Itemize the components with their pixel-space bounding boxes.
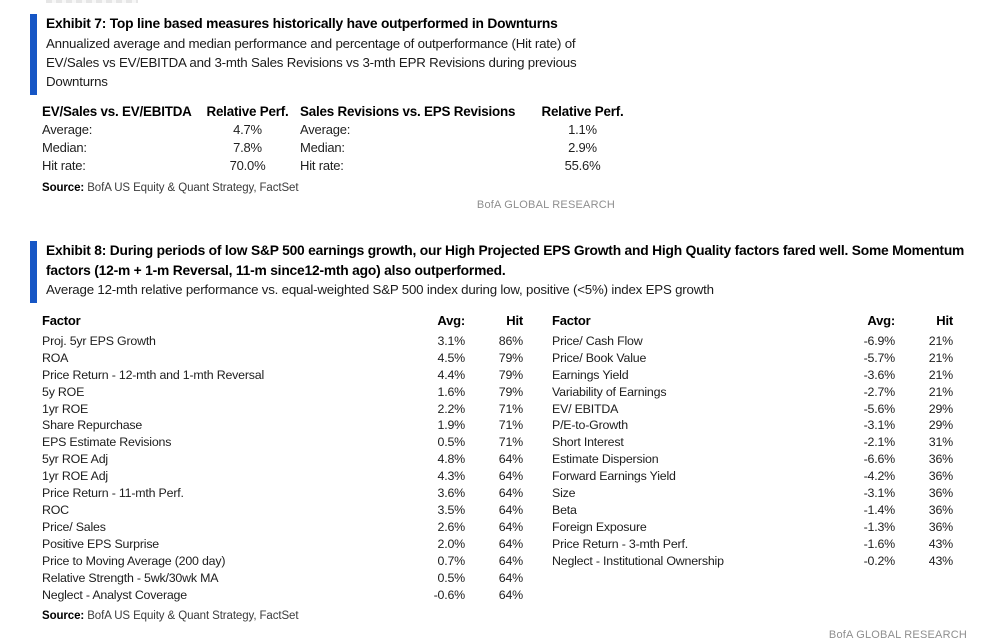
factor-name: Short Interest [552,435,624,450]
factor-hit: 64% [498,486,523,501]
table-header-relative-perf: Relative Perf. [541,103,624,119]
factor-name: Relative Strength - 5wk/30wk MA [42,570,219,585]
row-value: 7.8% [233,139,262,155]
factor-hit: 64% [498,519,523,534]
factor-name: Price/ Book Value [552,350,647,365]
exhibit-7-tables [42,103,967,175]
factor-avg: 4.8% [437,452,465,467]
factor-avg: -1.6% [863,536,895,551]
factor-avg: 1.9% [437,418,465,433]
table-header-relative-perf: Relative Perf. [206,103,289,119]
exhibit-8-tables [42,313,967,603]
factor-avg: 4.5% [437,350,465,365]
factor-hit: 71% [498,401,523,416]
factor-avg: -0.2% [863,553,895,568]
factor-hit: 64% [498,452,523,467]
exhibit-7-header [30,14,967,95]
ev-sales-vs-ev-ebitda-table [42,103,300,175]
factor-name: Positive EPS Surprise [42,536,160,551]
factor-hit: 36% [928,502,953,517]
sales-vs-eps-revisions-table [300,103,640,175]
factor-avg: 3.6% [437,486,465,501]
cropped-text-artifact [46,0,138,3]
factor-name: Price/ Cash Flow [552,333,643,348]
exhibit-8-header [30,241,967,303]
factor-avg: 0.5% [437,435,465,450]
factor-hit: 21% [928,333,953,348]
row-value: 55.6% [564,157,601,173]
factor-avg: -4.2% [863,469,895,484]
factor-name: 5yr ROE Adj [42,452,108,467]
column-header-avg: Avg: [867,313,895,328]
factor-name: P/E-to-Growth [552,418,628,433]
factor-avg: -5.7% [863,350,895,365]
column-header-factor: Factor [552,313,591,328]
column-header-factor: Factor [42,313,81,328]
exhibit-8-source [42,610,967,622]
factor-hit: 36% [928,519,953,534]
row-label: Average: [300,121,351,137]
factor-name: Price Return - 3-mth Perf. [552,536,688,551]
factor-name: EPS Estimate Revisions [42,435,172,450]
factor-name: Beta [552,502,577,517]
exhibit-7-title: Exhibit 7: Top line based measures historically have outperformed in Downturns [46,16,558,31]
factor-avg: 3.1% [437,333,465,348]
exhibit-8 [30,241,967,641]
factor-table-right [552,313,953,570]
factor-hit: 64% [498,469,523,484]
factor-name: Variability of Earnings [552,384,667,399]
factor-avg: 0.5% [437,570,465,585]
exhibit-7-source [42,182,967,194]
factor-avg: -3.1% [863,418,895,433]
factor-name: Price Return - 11-mth Perf. [42,486,184,501]
factor-name: 1yr ROE [42,401,89,416]
factor-hit: 31% [928,435,953,450]
factor-hit: 79% [498,384,523,399]
factor-avg: -2.1% [863,435,895,450]
factor-name: Neglect - Institutional Ownership [552,553,724,568]
bofa-global-research-tag: BofA GLOBAL RESEARCH [828,629,967,642]
factor-hit: 36% [928,486,953,501]
factor-hit: 36% [928,452,953,467]
factor-name: Size [552,486,576,501]
factor-hit: 29% [928,401,953,416]
factor-name: Price/ Sales [42,519,106,534]
factor-hit: 64% [498,587,523,602]
exhibit-accent-bar [30,14,37,95]
factor-name: Estimate Dispersion [552,452,659,467]
factor-avg: 3.5% [437,502,465,517]
factor-hit: 64% [498,536,523,551]
factor-name: Earnings Yield [552,367,629,382]
factor-hit: 86% [498,333,523,348]
factor-hit: 29% [928,418,953,433]
factor-avg: -2.7% [863,384,895,399]
exhibit-7 [30,14,967,211]
column-header-hit: Hit [506,313,523,328]
table-header-measure: Sales Revisions vs. EPS Revisions [300,103,516,119]
row-label: Average: [42,121,93,137]
factor-avg: -3.6% [863,367,895,382]
factor-avg: 0.7% [437,553,465,568]
factor-name: ROA [42,350,69,365]
factor-name: 5y ROE [42,384,85,399]
exhibit-8-title: Exhibit 8: During periods of low S&P 500 earnings growth, our High Projected EPS Growth and High Quality factors fared well. Some Momentum factors (12-m + 1-m Reversal, 11-m since12-mth ago) also outperformed. [46,243,965,278]
factor-avg: 2.0% [437,536,465,551]
source-label: Source: [42,181,85,194]
factor-avg: 1.6% [437,384,465,399]
factor-table-left [42,313,523,603]
factor-name: Share Repurchase [42,418,143,433]
row-value: 2.9% [568,139,597,155]
factor-hit: 21% [928,384,953,399]
factor-avg: -3.1% [863,486,895,501]
row-value: 1.1% [568,121,597,137]
source-text: BofA US Equity & Quant Strategy, FactSet [87,610,299,623]
factor-hit: 21% [928,350,953,365]
row-label: Median: [42,139,87,155]
source-text: BofA US Equity & Quant Strategy, FactSet [87,181,299,194]
factor-hit: 43% [928,536,953,551]
factor-avg: 4.3% [437,469,465,484]
column-header-hit: Hit [936,313,953,328]
factor-hit: 43% [928,553,953,568]
factor-hit: 64% [498,570,523,585]
row-value: 70.0% [229,157,266,173]
factor-hit: 21% [928,367,953,382]
bofa-global-research-tag: BofA GLOBAL RESEARCH [476,198,615,211]
row-label: Hit rate: [300,157,344,173]
row-label: Hit rate: [42,157,86,173]
factor-name: Forward Earnings Yield [552,469,676,484]
factor-hit: 64% [498,502,523,517]
factor-name: Neglect - Analyst Coverage [42,587,187,602]
factor-hit: 71% [498,418,523,433]
factor-avg: -1.4% [863,502,895,517]
factor-hit: 71% [498,435,523,450]
row-value: 4.7% [233,121,262,137]
row-label: Median: [300,139,345,155]
source-label: Source: [42,610,85,623]
factor-name: 1yr ROE Adj [42,469,108,484]
exhibit-8-subtitle: Average 12-mth relative performance vs. equal-weighted S&P 500 index during low, positive (<5%) index EPS growth [46,282,714,297]
factor-avg: -6.6% [863,452,895,467]
factor-name: EV/ EBITDA [552,401,619,416]
factor-avg: 2.6% [437,519,465,534]
factor-avg: 2.2% [437,401,465,416]
factor-avg: -6.9% [863,333,895,348]
factor-avg: -5.6% [863,401,895,416]
factor-name: Price Return - 12-mth and 1-mth Reversal [42,367,265,382]
column-header-avg: Avg: [437,313,465,328]
factor-name: Price to Moving Average (200 day) [42,553,226,568]
factor-hit: 79% [498,367,523,382]
exhibit-7-subtitle: Annualized average and median performance and percentage of outperformance (Hit rate) of EV/Sales vs EV/EBITDA and 3-mth Sales Revisions vs 3-mth EPR Revisions during previous Downturns [46,35,577,89]
factor-avg: 4.4% [437,367,465,382]
factor-name: Foreign Exposure [552,519,647,534]
factor-avg: -1.3% [863,519,895,534]
table-header-measure: EV/Sales vs. EV/EBITDA [42,103,192,119]
factor-name: Proj. 5yr EPS Growth [42,333,156,348]
factor-hit: 36% [928,469,953,484]
factor-name: ROC [42,502,69,517]
factor-hit: 64% [498,553,523,568]
exhibit-accent-bar [30,241,37,303]
factor-avg: -0.6% [433,587,465,602]
factor-hit: 79% [498,350,523,365]
